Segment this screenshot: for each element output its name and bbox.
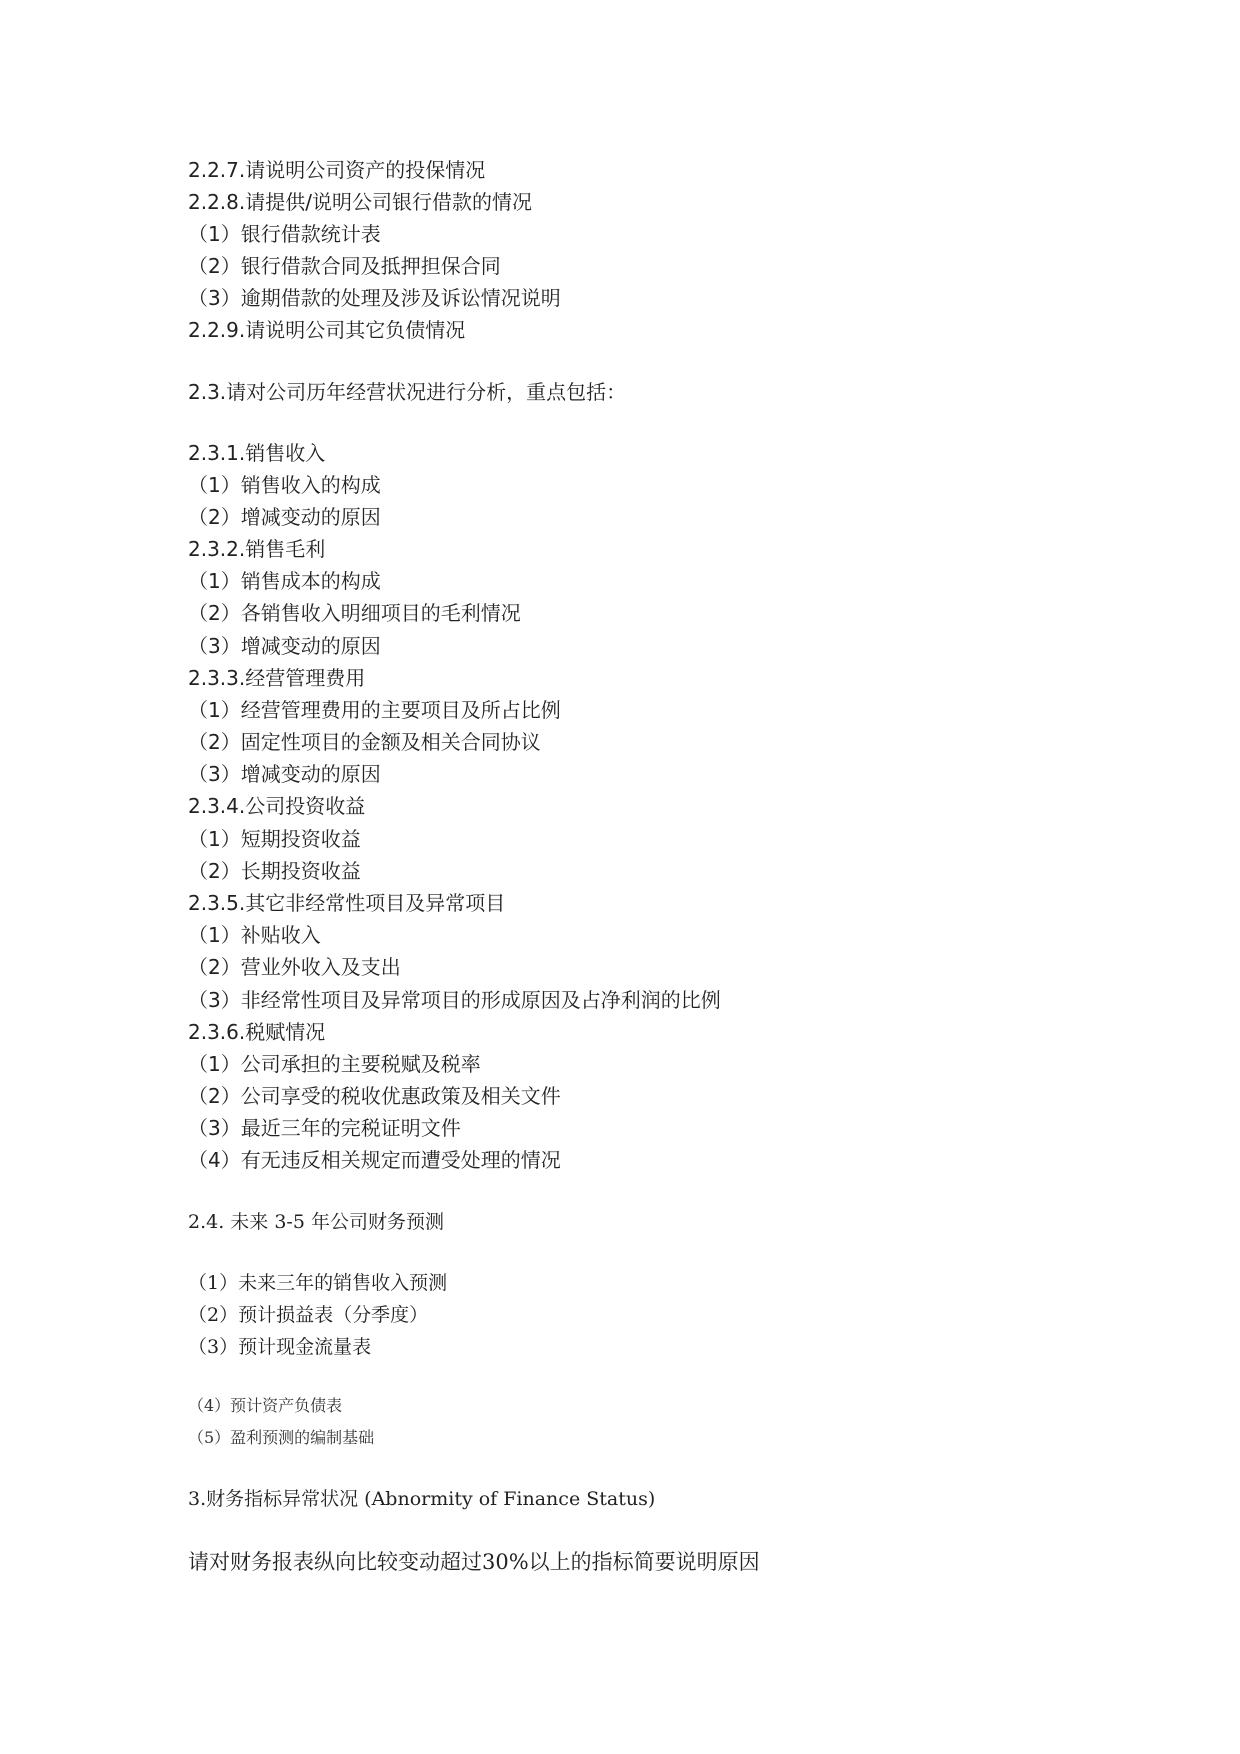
section-heading-2-4: 2.4. 未来 3-5 年公司财务预测 <box>188 1211 444 1233</box>
section-heading-2-3-4: 2.3.4.公司投资收益 <box>188 794 366 818</box>
list-item: （1）销售成本的构成 <box>188 569 381 593</box>
list-item: （1）银行借款统计表 <box>188 222 381 246</box>
list-item: （2）银行借款合同及抵押担保合同 <box>188 254 501 278</box>
list-item: （1）销售收入的构成 <box>188 473 381 497</box>
section-heading-2-2-9: 2.2.9.请说明公司其它负债情况 <box>188 318 466 342</box>
list-item: （1）未来三年的销售收入预测 <box>188 1272 448 1294</box>
list-item: （1）短期投资收益 <box>188 827 361 851</box>
list-item: （3）非经常性项目及异常项目的形成原因及占净利润的比例 <box>188 988 721 1012</box>
section-heading-2-3-2: 2.3.2.销售毛利 <box>188 537 326 561</box>
section-heading-2-3-1: 2.3.1.销售收入 <box>188 441 326 465</box>
list-item: （3）逾期借款的处理及涉及诉讼情况说明 <box>188 286 561 310</box>
section-heading-2-3-3: 2.3.3.经营管理费用 <box>188 666 366 690</box>
section-heading-2-3: 2.3.请对公司历年经营状况进行分析，重点包括： <box>188 380 627 404</box>
section-heading-2-3-5: 2.3.5.其它非经常性项目及异常项目 <box>188 891 506 915</box>
list-item: （5）盈利预测的编制基础 <box>188 1428 375 1447</box>
list-item: （3）增减变动的原因 <box>188 634 381 658</box>
section-heading-2-3-6: 2.3.6.税赋情况 <box>188 1020 326 1044</box>
list-item: （2）公司享受的税收优惠政策及相关文件 <box>188 1084 561 1108</box>
section-heading-2-2-8: 2.2.8.请提供/说明公司银行借款的情况 <box>188 190 532 214</box>
section-heading-2-2-7: 2.2.7.请说明公司资产的投保情况 <box>188 158 486 182</box>
list-item: （2）各销售收入明细项目的毛利情况 <box>188 601 521 625</box>
list-item: （3）预计现金流量表 <box>188 1336 372 1358</box>
list-item: （3）增减变动的原因 <box>188 762 381 786</box>
paragraph: 请对财务报表纵向比较变动超过30%以上的指标简要说明原因 <box>188 1550 760 1574</box>
list-item: （1）公司承担的主要税赋及税率 <box>188 1052 481 1076</box>
list-item: （4）有无违反相关规定而遭受处理的情况 <box>188 1148 561 1172</box>
list-item: （3）最近三年的完税证明文件 <box>188 1116 461 1140</box>
list-item: （2）营业外收入及支出 <box>188 955 401 979</box>
list-item: （2）长期投资收益 <box>188 859 361 883</box>
list-item: （1）补贴收入 <box>188 923 321 947</box>
list-item: （2）预计损益表（分季度） <box>188 1304 429 1326</box>
section-heading-3: 3.财务指标异常状况 (Abnormity of Finance Status) <box>188 1488 656 1510</box>
list-item: （4）预计资产负债表 <box>188 1396 343 1415</box>
list-item: （2）增减变动的原因 <box>188 505 381 529</box>
list-item: （2）固定性项目的金额及相关合同协议 <box>188 730 541 754</box>
list-item: （1）经营管理费用的主要项目及所占比例 <box>188 698 561 722</box>
